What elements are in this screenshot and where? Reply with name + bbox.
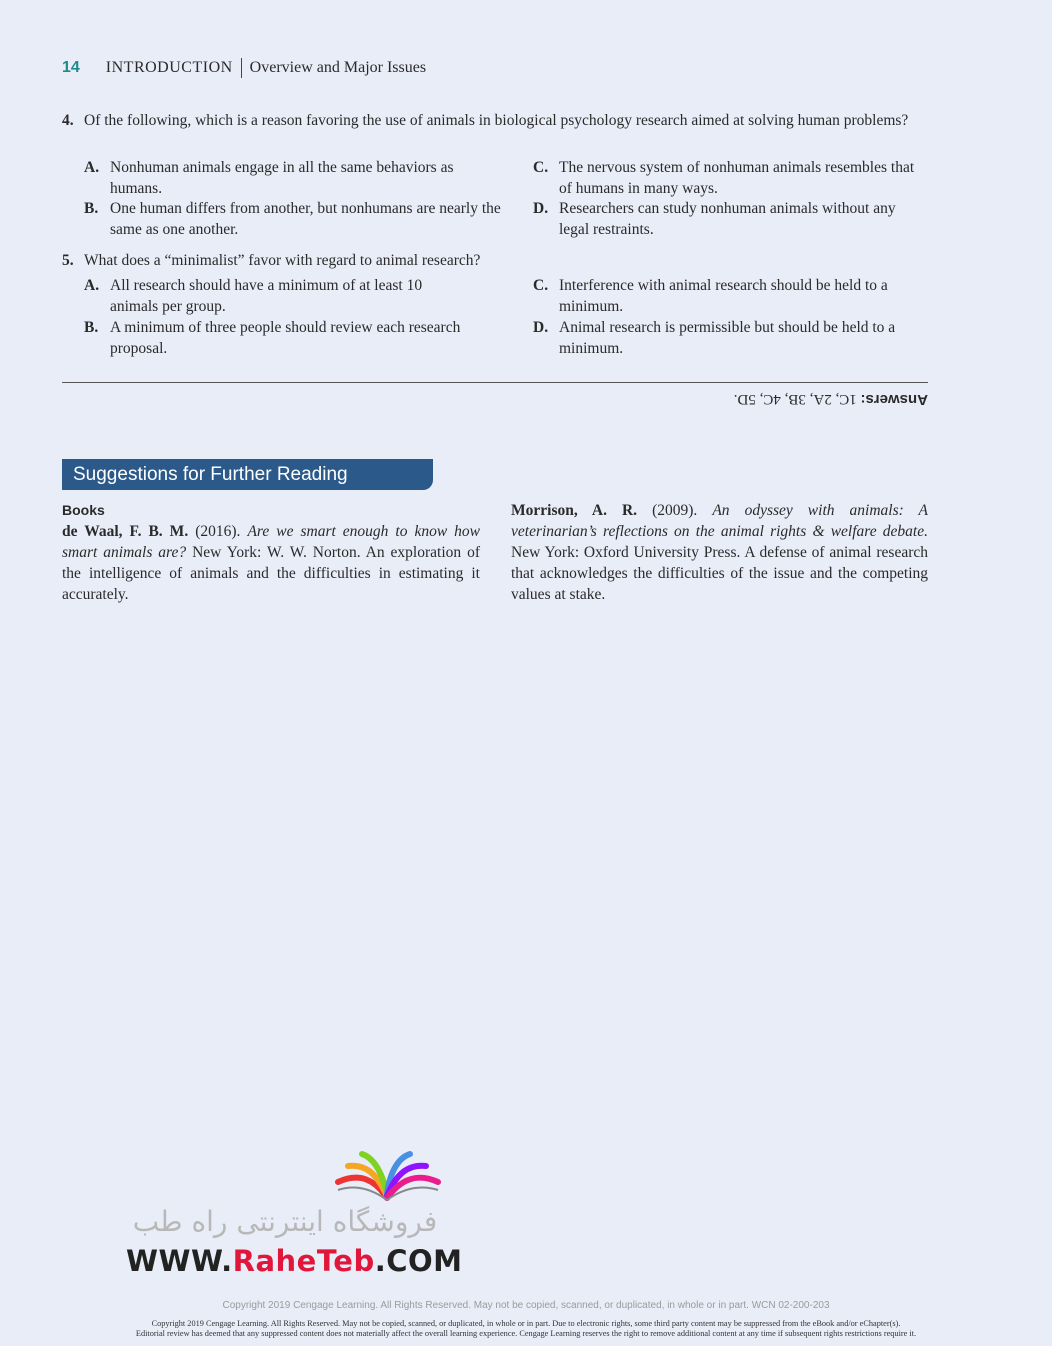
books-column-right <box>511 500 928 605</box>
books-heading: Books <box>62 502 105 518</box>
option-5a <box>84 275 464 317</box>
question-text: What does a “minimalist” favor with regard to animal research? <box>84 252 481 269</box>
question-text: Of the following, which is a reason favoring the use of animals in biological psychology research aimed at solving human problems? <box>84 112 909 129</box>
option-4d <box>533 198 928 240</box>
reference-year: (2009). <box>652 502 698 519</box>
page-number: 14 <box>62 59 80 76</box>
books-column-left <box>62 500 480 605</box>
option-letter: B. <box>84 200 99 217</box>
chapter-title: INTRODUCTION <box>105 59 233 76</box>
option-letter: D. <box>533 319 549 336</box>
answers-text: 1C, 2A, 3B, 4C, 5D. <box>733 391 857 407</box>
option-4a <box>84 157 504 199</box>
answers-key-upside-down <box>62 388 928 408</box>
url-prefix: WWW. <box>126 1244 233 1278</box>
copyright-line: Copyright 2019 Cengage Learning. All Rights Reserved. May not be copied, scanned, or duplicated, in whole or in part. WCN 02-200-203 <box>222 1300 830 1311</box>
reference-year: (2016). <box>195 523 241 540</box>
option-text: A minimum of three people should review each research proposal. <box>110 319 461 357</box>
reference-author: Morrison, A. R. <box>511 502 638 519</box>
watermark-persian-text: فروشگاه اینترنتی راه طب <box>132 1205 438 1238</box>
question-number: 5. <box>62 252 74 269</box>
option-text: The nervous system of nonhuman animals resembles that of humans in many ways. <box>559 159 915 197</box>
question-number: 4. <box>62 112 74 129</box>
option-text: Nonhuman animals engage in all the same behaviors as humans. <box>110 159 454 197</box>
reference-entry <box>511 500 928 605</box>
option-5c <box>533 275 928 317</box>
divider-rule <box>62 382 928 383</box>
option-text: Interference with animal research should be held to a minimum. <box>559 277 888 315</box>
watermark-url <box>126 1244 463 1278</box>
reference-title: An odyssey with animals: A veterinarian’s reflections on the animal rights & welfare debate. <box>511 502 928 540</box>
url-brand: RaheTeb <box>232 1244 375 1278</box>
reference-description: New York: Oxford University Press. A defense of animal research that acknowledges the difficulties of the issue and the competing values at stake. <box>511 544 928 603</box>
option-letter: A. <box>84 277 100 294</box>
reference-author: de Waal, F. B. M. <box>62 523 189 540</box>
running-header <box>62 58 426 78</box>
option-text: One human differs from another, but nonhumans are nearly the same as one another. <box>110 200 501 238</box>
option-letter: A. <box>84 159 100 176</box>
option-text: All research should have a minimum of at least 10 animals per group. <box>110 277 423 315</box>
option-text: Animal research is permissible but should be held to a minimum. <box>559 319 896 357</box>
copyright-footer <box>0 1319 1052 1339</box>
open-book-logo-icon <box>330 1150 445 1202</box>
option-letter: D. <box>533 200 549 217</box>
answers-label: Answers: <box>860 391 928 408</box>
option-letter: C. <box>533 277 549 294</box>
header-divider <box>241 58 242 78</box>
option-5d <box>533 317 928 359</box>
option-5b <box>84 317 464 359</box>
reference-title: Are we smart enough to know how smart animals are? <box>62 523 481 561</box>
copyright-footer-line-2: Editorial review has deemed that any suppressed content does not materially affect the overall learning experience. Cengage Learning reserves the right to remove additional content at any time if subsequent rights restrictions require it. <box>135 1329 917 1338</box>
option-4b <box>84 198 504 240</box>
option-4c <box>533 157 928 199</box>
further-reading-heading: Suggestions for Further Reading <box>62 459 433 490</box>
option-letter: B. <box>84 319 99 336</box>
url-suffix: .COM <box>374 1244 463 1278</box>
option-letter: C. <box>533 159 549 176</box>
section-title: Overview and Major Issues <box>249 59 427 76</box>
question-5 <box>62 250 928 271</box>
reference-description: New York: W. W. Norton. An exploration of the intelligence of animals and the difficulties in estimating it accurately. <box>62 544 480 603</box>
copyright-footer-line-1: Copyright 2019 Cengage Learning. All Rights Reserved. May not be copied, scanned, or duplicated, in whole or in part. Due to electronic rights, some third party content may be suppressed from the eBook and/or eChapter(s). <box>151 1319 901 1328</box>
reference-entry <box>62 521 480 605</box>
option-text: Researchers can study nonhuman animals without any legal restraints. <box>559 200 896 238</box>
question-4 <box>62 110 928 131</box>
